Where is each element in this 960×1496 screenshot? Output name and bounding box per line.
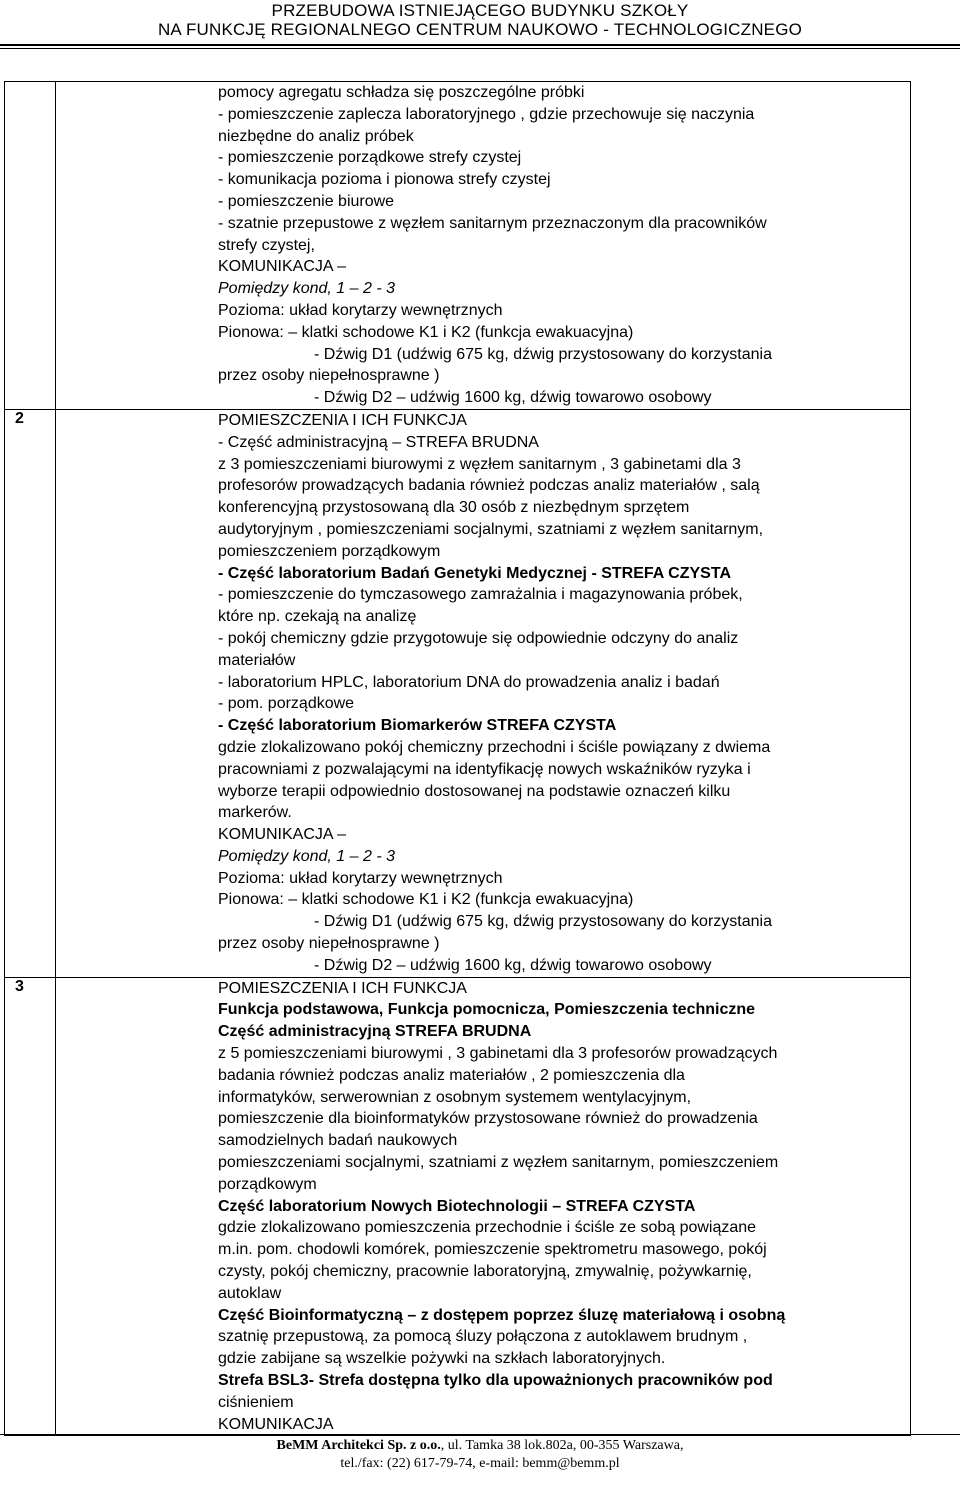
text-line: Pionowa: – klatki schodowe K1 i K2 (funkcja ewakuacyjna) xyxy=(218,323,634,341)
text-line: - Dźwig D2 – udźwig 1600 kg, dźwig towarowo osobowy xyxy=(314,956,712,974)
section-title: POMIESZCZENIA I ICH FUNKCJA xyxy=(218,979,467,997)
text-line: - pomieszczenie zaplecza laboratoryjnego , gdzie przechowuje się naczynia xyxy=(218,105,755,123)
table-row xyxy=(5,409,911,977)
text-line: Pozioma: układ korytarzy wewnętrznych xyxy=(218,869,503,887)
row-number: 3 xyxy=(5,977,56,1436)
text-line: m.in. pom. chodowli komórek, pomieszczenie spektrometru masowego, pokój xyxy=(218,1241,767,1259)
text-line: pomocy agregatu schładza się poszczególne próbki xyxy=(218,84,585,101)
header-rule xyxy=(0,44,960,46)
subsection-heading: Strefa BSL3- Strefa dostępna tylko dla upoważnionych pracowników pod xyxy=(218,1372,773,1390)
footer-line-2: tel./fax: (22) 617-79-74, e-mail: bemm@bemm.pl xyxy=(340,1456,620,1471)
text-line: samodzielnych badań naukowych xyxy=(218,1132,458,1150)
text-line: - pokój chemiczny gdzie przygotowuje się odpowiednie odczyny do analiz xyxy=(218,629,739,647)
text-line: - pomieszczenie do tymczasowego zamrażalnia i magazynowania próbek, xyxy=(218,586,743,604)
row-number: 2 xyxy=(5,409,56,977)
text-line: - Dźwig D1 (udźwig 675 kg, dźwig przystosowany do korzystania xyxy=(314,345,772,363)
row-content xyxy=(56,82,911,410)
subsection-heading: Część laboratorium Nowych Biotechnologii – STREFA CZYSTA xyxy=(218,1197,696,1215)
text-line: Pomiędzy kond, 1 – 2 - 3 xyxy=(218,847,395,865)
text-line: Pomiędzy kond, 1 – 2 - 3 xyxy=(218,280,395,298)
text-line: autoklaw xyxy=(218,1284,282,1302)
table-row xyxy=(5,82,911,410)
section-title: POMIESZCZENIA I ICH FUNKCJA xyxy=(218,411,467,429)
header-line-1: PRZEBUDOWA ISTNIEJĄCEGO BUDYNKU SZKOŁY xyxy=(271,1,689,20)
text-line: pomieszczeniami socjalnymi, szatniami z węzłem sanitarnym, pomieszczeniem xyxy=(218,1154,779,1172)
text-line: konferencyjną przystosowaną dla 30 osób z niezbędnym sprzętem xyxy=(218,499,690,517)
text-line: wyborze terapii odpowiednio dostosowanej na podstawie oznaczeń kilku xyxy=(218,782,731,800)
footer-rule xyxy=(0,1434,960,1435)
row-content xyxy=(56,409,911,977)
subsection-heading: Część administracyjną STREFA BRUDNA xyxy=(218,1023,532,1041)
text-line: porządkowym xyxy=(218,1175,317,1193)
text-line: audytoryjnym , pomieszczeniami socjalnymi, szatniami z węzłem sanitarnym, xyxy=(218,520,764,538)
text-line: - pomieszczenie porządkowe strefy czystej xyxy=(218,149,522,167)
text-line: gdzie zabijane są wszelkie pożywki na szkłach laboratoryjnych. xyxy=(218,1350,666,1368)
firm-address: , ul. Tamka 38 lok.802a, 00-355 Warszawa, xyxy=(440,1438,684,1453)
text-line: Pionowa: – klatki schodowe K1 i K2 (funkcja ewakuacyjna) xyxy=(218,891,634,909)
section-heading: KOMUNIKACJA xyxy=(218,1415,334,1433)
text-line: czysty, pokój chemiczny, pracownie laboratoryjną, zmywalnię, pożywkarnię, xyxy=(218,1263,752,1281)
text-line: - szatnie przepustowe z węzłem sanitarnym przeznaczonym dla pracowników xyxy=(218,214,767,232)
text-line: profesorów prowadzących badania również podczas analiz materiałów , salą xyxy=(218,477,760,495)
text-line: Pozioma: układ korytarzy wewnętrznych xyxy=(218,301,503,319)
row-number xyxy=(5,82,56,410)
text-line: pracowniami z pozwalającymi na identyfikację nowych wskaźników ryzyka i xyxy=(218,760,751,778)
text-line: materiałów xyxy=(218,651,296,669)
text-line: informatyków, serwerownian z osobnym systemem wentylacyjnym, xyxy=(218,1088,692,1106)
text-line: - komunikacja pozioma i pionowa strefy czystej xyxy=(218,171,551,189)
text-line: niezbędne do analiz próbek xyxy=(218,127,414,145)
subsection-heading: Funkcja podstawowa, Funkcja pomocnicza, Pomieszczenia techniczne xyxy=(218,1001,756,1019)
header-line-2: NA FUNKCJĘ REGIONALNEGO CENTRUM NAUKOWO - TECHNOLOGICZNEGO xyxy=(157,20,803,39)
footer-line-1 xyxy=(0,1437,960,1455)
text-line: z 5 pomieszczeniami biurowymi , 3 gabinetami dla 3 profesorów prowadzących xyxy=(218,1045,778,1063)
text-line: badania również podczas analiz materiałów , 2 pomieszczenia dla xyxy=(218,1066,685,1084)
document-header xyxy=(0,0,960,45)
text-line: z 3 pomieszczeniami biurowymi z węzłem sanitarnym , 3 gabinetami dla 3 xyxy=(218,455,741,473)
text-line: szatnię przepustową, za pomocą śluzy połączona z autoklawem brudnym , xyxy=(218,1328,748,1346)
text-line: - Dźwig D1 (udźwig 675 kg, dźwig przystosowany do korzystania xyxy=(314,913,772,931)
subsection-heading: - Część laboratorium Biomarkerów STREFA CZYSTA xyxy=(218,717,617,735)
text-line: ciśnieniem xyxy=(218,1393,294,1411)
text-line: gdzie zlokalizowano pomieszczenia przechodnie i ściśle ze sobą powiązane xyxy=(218,1219,757,1237)
text-line: przez osoby niepełnosprawne ) xyxy=(218,935,440,953)
text-line: przez osoby niepełnosprawne ) xyxy=(218,367,440,385)
firm-name: BeMM Architekci Sp. z o.o. xyxy=(276,1438,441,1453)
text-line: strefy czystej, xyxy=(218,236,315,254)
text-line: - Dźwig D2 – udźwig 1600 kg, dźwig towarowo osobowy xyxy=(314,389,712,407)
subsection-heading: - Część laboratorium Badań Genetyki Medycznej - STREFA CZYSTA xyxy=(218,564,731,582)
rooms-table xyxy=(4,81,911,1436)
table-row xyxy=(5,977,911,1436)
text-line: pomieszczenie dla bioinformatyków przystosowane również do prowadzenia xyxy=(218,1110,758,1128)
section-heading: KOMUNIKACJA – xyxy=(218,258,347,276)
text-line: - laboratorium HPLC, laboratorium DNA do prowadzenia analiz i badań xyxy=(218,673,720,691)
text-line: - pom. porządkowe xyxy=(218,695,355,713)
text-line: - pomieszczenie biurowe xyxy=(218,192,395,210)
header-rule-thin xyxy=(0,48,960,49)
section-heading: KOMUNIKACJA – xyxy=(218,826,347,844)
text-line: - Część administracyjną – STREFA BRUDNA xyxy=(218,433,539,451)
text-line: gdzie zlokalizowano pokój chemiczny przechodni i ściśle powiązany z dwiema xyxy=(218,738,771,756)
text-line: które np. czekają na analizę xyxy=(218,608,417,626)
document-footer xyxy=(0,1437,960,1473)
subsection-heading: Część Bioinformatyczną – z dostępem poprzez śluzę materiałową i osobną xyxy=(218,1306,786,1324)
text-line: markerów. xyxy=(218,804,292,822)
row-content xyxy=(56,977,911,1436)
text-line: pomieszczeniem porządkowym xyxy=(218,542,441,560)
